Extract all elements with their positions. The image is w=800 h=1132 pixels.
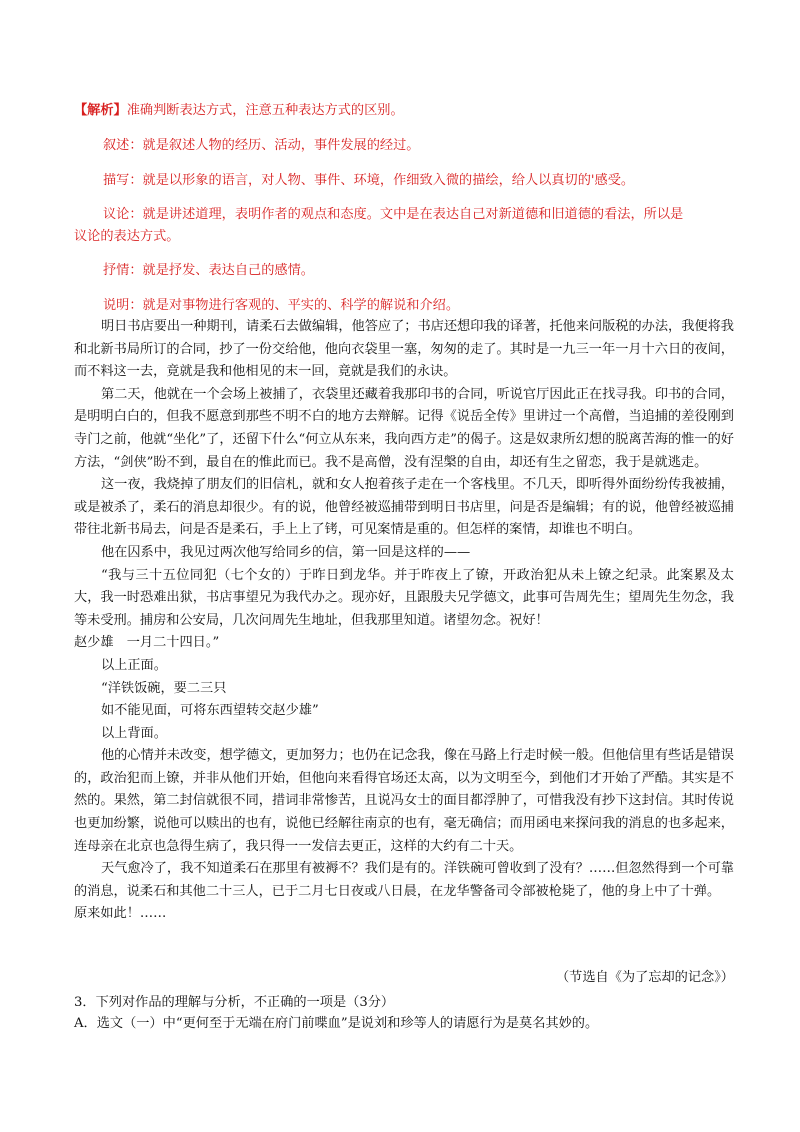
passage-paragraph-13: 原来如此！…… (74, 906, 167, 922)
passage-paragraph-1: 明日书店要出一种期刊，请柔石去做编辑，他答应了；书店还想印我的译著，托他来问版税的办法，我便将我和北新书局所订的合同，抄了一份交给他，他向衣袋里一塞，匆匆的走了。其时是一九三一年一月十六日的夜间，而不料这一去，竟就是我和他相见的末一回，竟就是我们的永诀。 (74, 319, 734, 380)
analysis-description: 描写：就是以形象的语言，对人物、事件、环境，作细致入微的描绘，给人以真切的'感受。 (103, 173, 635, 188)
analysis-lyric: 抒情：就是抒发、表达自己的感情。 (103, 263, 314, 278)
source-citation: （节选自《为了忘却的记念》） (555, 970, 734, 985)
letter-front: “我与三十五位同犯（七个女的）于昨日到龙华。并于昨夜上了镣，开政治犯从未上镣之纪录。此案累及太大，我一时恐难出狱，书店事望兄为我代办之。现亦好，且跟殷夫兄学德文，此事可告周先生；望周先生勿念，我等未受刑。捕房和公安局，几次问周先生地址，但我那里知道。诸望勿念。祝好！ (74, 567, 734, 628)
analysis-argument-line1: 议论：就是讲述道理，表明作者的观点和态度。文中是在表达自己对新道德和旧道德的看法，所以是 (103, 207, 684, 222)
letter-back-note: 以上背面。 (101, 725, 167, 741)
passage (74, 316, 734, 926)
question-stem: 3．下列对作品的理解与分析，不正确的一项是（3分） (74, 995, 395, 1010)
passage-paragraph-2: 第二天，他就在一个会场上被捕了，衣袋里还藏着我那印书的合同，听说官厅因此正在找寻我。印书的合同，是明明白白的，但我不愿意到那些不明不白的地方去辩解。记得《说岳全传》里讲过一个高僧，当追捕的差役刚到寺门之前，他就“坐化”了，还留下什么“何立从东来，我向西方走”的偈子。这是奴隶所幻想的脱离苦海的惟一的好方法，“剑侠”盼不到，最自在的惟此而已。我不是高僧，没有涅槃的自由，却还有生之留恋，我于是就逃走。 (74, 386, 734, 470)
passage-paragraph-12: 天气愈冷了，我不知道柔石在那里有被褥不？我们是有的。洋铁碗可曾收到了没有？……但忽然得到一个可靠的消息，说柔石和其他二十三人，已于二月七日夜或八日晨，在龙华警备司令部被枪毙了，他的身上中了十弹。 (74, 861, 734, 899)
question-option-a: A．选文（一）中“更何至于无端在府门前喋血”是说刘和珍等人的请愿行为是莫名其妙的。 (74, 1016, 599, 1031)
letter-signature: 赵少雄 一月二十四日。” (74, 635, 220, 651)
analysis-exposition: 说明：就是对事物进行客观的、平实的、科学的解说和介绍。 (103, 298, 460, 313)
analysis-narration: 叙述：就是叙述人物的经历、活动，事件发展的经过。 (103, 138, 420, 153)
passage-paragraph-3: 这一夜，我烧掉了朋友们的旧信札，就和女人抱着孩子走在一个客栈里。不几天，即听得外面纷纷传我被捕，或是被杀了，柔石的消息却很少。有的说，他曾经被巡捕带到明日书店里，问是否是编辑；有的说，他曾经被巡捕带往北新书局去，问是否是柔石，手上上了铐，可见案情是重的。但怎样的案情，却谁也不明白。 (74, 477, 734, 538)
letter-back-line1: “洋铁饭碗，要二三只 (101, 680, 227, 696)
analysis-intro-line (74, 99, 404, 118)
analysis-intro: 准确判断表达方式，注意五种表达方式的区别。 (126, 103, 404, 118)
analysis-argument-line2: 议论的表达方式。 (74, 229, 180, 244)
letter-back-line2: 如不能见面，可将东西望转交赵少雄” (101, 703, 319, 719)
passage-paragraph-4: 他在囚系中，我见过两次他写给同乡的信，第一回是这样的—— (101, 544, 471, 560)
passage-paragraph-11: 他的心情并未改变，想学德文，更加努力；也仍在记念我，像在马路上行走时候一般。但他信里有些话是错误的，政治犯而上镣，并非从他们开始，但他向来看得官场还太高，以为文明至今，到他们才开始了严酷。其实是不然的。果然，第二封信就很不同，措词非常惨苦，且说冯女士的面目都浮肿了，可惜我没有抄下这封信。其时传说也更加纷繁，说他可以赎出的也有，说他已经解往南京的也有，毫无确信；而用函电来探问我的消息的也多起来，连母亲在北京也急得生病了，我只得一一发信去更正，这样的大约有二十天。 (74, 748, 734, 854)
analysis-label: 【解析】 (74, 103, 127, 118)
letter-front-note: 以上正面。 (101, 657, 167, 673)
